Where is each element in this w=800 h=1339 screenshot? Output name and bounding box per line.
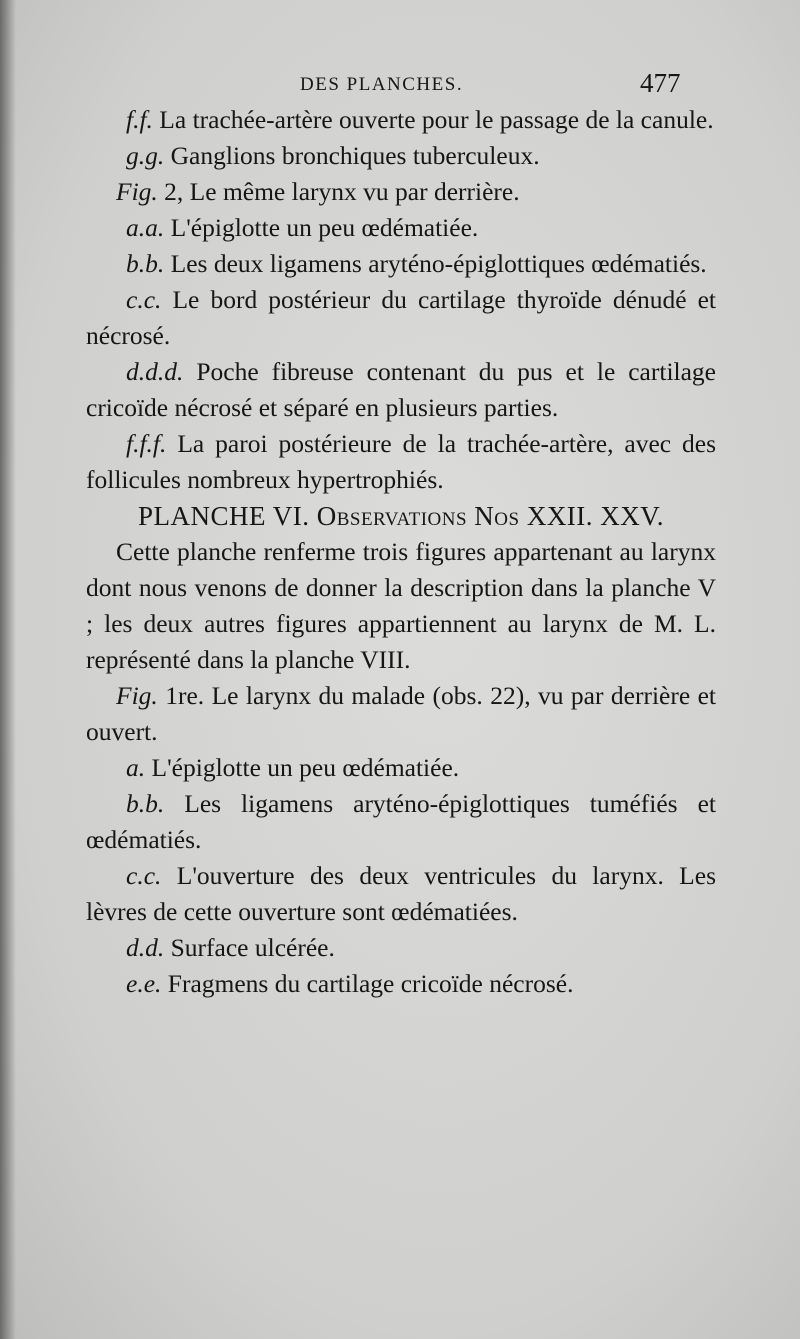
legend-text: La paroi postérieure de la trachée-artère, avec des follicules nombreux hypertrophiés. [86, 429, 716, 494]
figure-text: 1re. Le larynx du malade (obs. 22), vu par derrière et ouvert. [86, 681, 717, 746]
legend-label: a. [126, 753, 146, 782]
legend-item [86, 966, 716, 1002]
legend-item [86, 930, 716, 966]
legend-text: Les ligamens aryténo-épiglottiques tuméfiés et œdématiés. [86, 789, 717, 854]
legend-item [86, 858, 716, 930]
plate-title: PLANCHE VI. [137, 501, 310, 531]
legend-item [86, 786, 716, 858]
body-text [86, 102, 716, 1002]
legend-item [86, 282, 716, 354]
legend-text: Poche fibreuse contenant du pus et le cartilage cricoïde nécrosé et séparé en plusieurs parties. [86, 357, 716, 422]
legend-item [86, 750, 716, 786]
figure-label: Fig. [116, 177, 158, 206]
legend-label: e.e. [126, 969, 162, 998]
legend-item [86, 138, 716, 174]
legend-label: b.b. [126, 249, 165, 278]
figure-label: Fig. [116, 681, 158, 710]
legend-text: La trachée-artère ouverte pour le passage de la canule. [159, 105, 714, 134]
legend-item [86, 102, 716, 138]
legend-label: b.b. [126, 789, 165, 818]
figure-caption [86, 678, 716, 750]
legend-text: Les deux ligamens aryténo-épiglottiques œdématiés. [170, 249, 707, 278]
legend-item [86, 246, 716, 282]
running-head-title: DES PLANCHES. [300, 74, 464, 95]
legend-item [86, 210, 716, 246]
legend-label: f.f. [126, 105, 153, 134]
legend-label: d.d.d. [126, 357, 184, 386]
legend-label: c.c. [126, 285, 162, 314]
legend-text: Fragmens du cartilage cricoïde nécrosé. [167, 969, 574, 998]
plate-intro: Cette planche renferme trois figures appartenant au larynx dont nous venons de donner la description dans la planche V ; les deux autres figures appartiennent au larynx de M. L. représenté dans la planche VIII. [86, 537, 716, 674]
figure-text: 2, Le même larynx vu par derrière. [164, 177, 520, 206]
legend-text: L'ouverture des deux ventricules du larynx. Les lèvres de cette ouverture sont œdématiées. [86, 861, 716, 926]
legend-item [86, 426, 716, 498]
plate-observations: Observations Nos XXII. XXV. [316, 501, 665, 531]
legend-text: Le bord postérieur du cartilage thyroïde dénudé et nécrosé. [86, 285, 716, 350]
legend-label: g.g. [126, 141, 165, 170]
legend-label: a.a. [126, 213, 165, 242]
legend-item [86, 354, 716, 426]
legend-text: L'épiglotte un peu œdématiée. [151, 753, 460, 782]
plate-heading [86, 498, 716, 534]
legend-text: L'épiglotte un peu œdématiée. [170, 213, 479, 242]
legend-label: d.d. [126, 933, 165, 962]
legend-label: f.f.f. [126, 429, 167, 458]
figure-caption [86, 174, 716, 210]
page-number: 477 [640, 68, 681, 98]
legend-label: c.c. [126, 861, 162, 890]
legend-text: Surface ulcérée. [170, 933, 335, 962]
legend-text: Ganglions bronchiques tuberculeux. [170, 141, 540, 170]
